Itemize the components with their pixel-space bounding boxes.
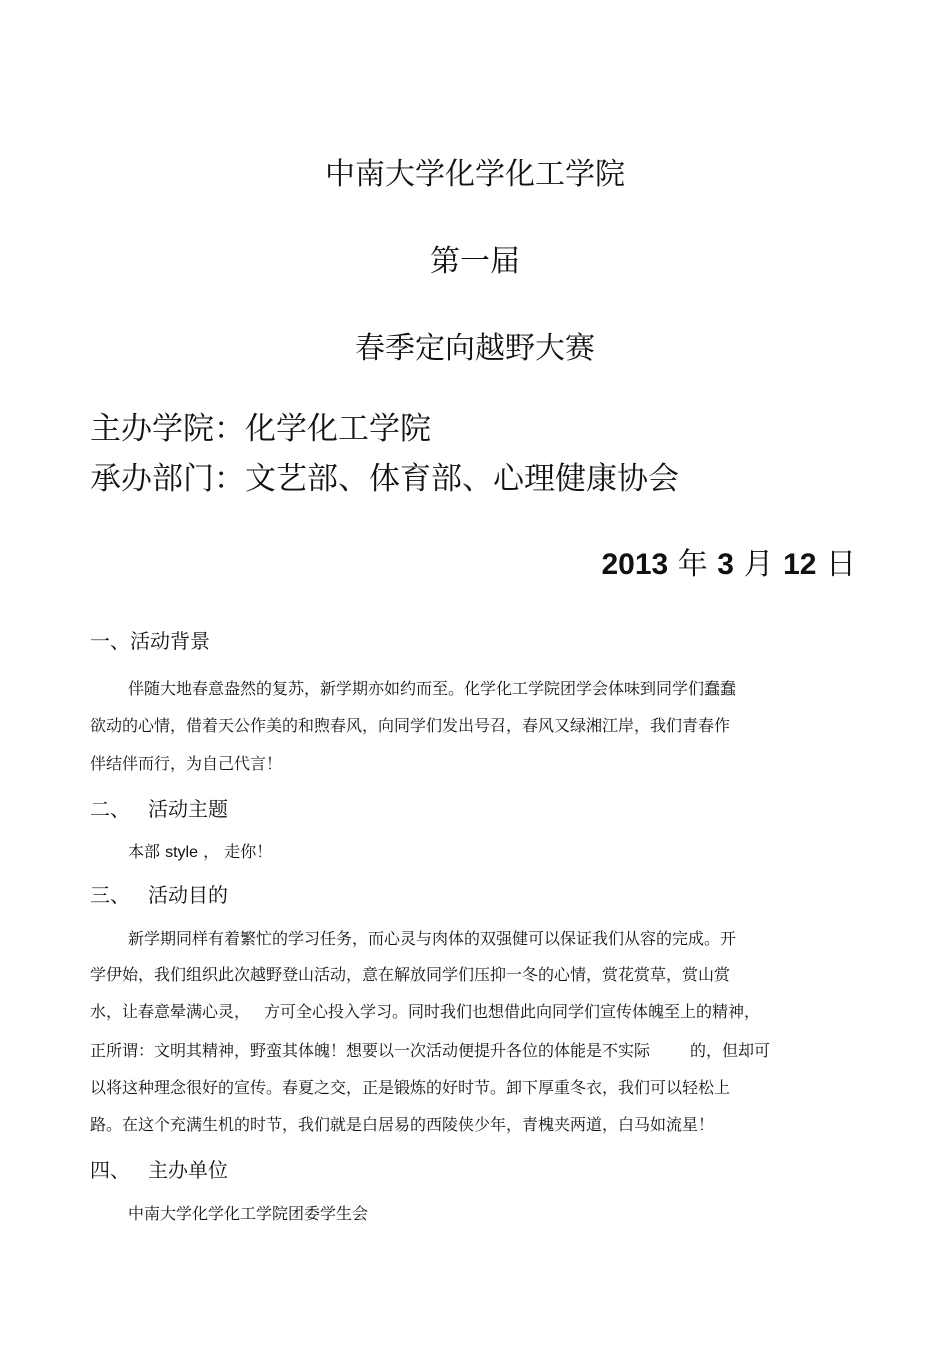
background-line-2: 欲动的心情，借着天公作美的和煦春风，向同学们发出号召，春风又绿湘江岸，我们青春作 (90, 716, 731, 735)
section-host-number: 四、 (90, 1158, 130, 1182)
title-event: 春季定向越野大赛 (355, 331, 595, 366)
theme-slogan-part-1: 本部 (128, 842, 161, 861)
undertaking-departments: 承办部门：文艺部、体育部、心理健康协会 (90, 461, 679, 497)
date-day: 12 (783, 548, 817, 581)
purpose-line-4b: 的，但却可 (690, 1041, 771, 1060)
section-purpose-title: 活动目的 (148, 883, 228, 907)
theme-slogan (128, 840, 272, 865)
date-month: 3 (717, 548, 734, 581)
purpose-line-4a: 正所谓：文明其精神，野蛮其体魄！想要以一次活动便提升各位的体能是不实际 (90, 1041, 651, 1060)
date-year-unit: 年 (677, 547, 708, 582)
background-line-3: 伴结伴而行，为自己代言！ (90, 754, 283, 773)
purpose-line-1: 新学期同样有着繁忙的学习任务，而心灵与肉体的双强健可以保证我们从容的完成。开 (128, 929, 737, 948)
purpose-line-5: 以将这种理念很好的宣传。春夏之交，正是锻炼的好时节。卸下厚重冬衣，我们可以轻松上 (90, 1078, 731, 1097)
purpose-line-3 (90, 1000, 760, 1024)
purpose-line-3a: 水，让春意晕满心灵， (90, 1002, 251, 1021)
purpose-line-4 (90, 1039, 770, 1063)
background-line-1: 伴随大地春意盎然的复苏，新学期亦如约而至。化学化工学院团学会体味到同学们蠢蠢 (128, 679, 737, 698)
section-purpose-heading (90, 881, 228, 909)
host-unit-name: 中南大学化学化工学院团委学生会 (128, 1204, 369, 1223)
date-year: 2013 (601, 548, 669, 581)
section-background-heading: 一、活动背景 (90, 629, 210, 653)
section-purpose-number: 三、 (90, 883, 130, 907)
title-edition: 第一届 (430, 244, 520, 279)
purpose-line-3b: 方可全心投入学习。同时我们也想借此向同学们宣传体魄至上的精神， (264, 1002, 761, 1021)
purpose-line-6: 路。在这个充满生机的时节，我们就是白居易的西陵侠少年，青槐夹两道，白马如流星！ (90, 1115, 715, 1134)
theme-slogan-style: style (165, 844, 199, 861)
title-school: 中南大学化学化工学院 (325, 157, 625, 192)
theme-slogan-part-2: 走你！ (224, 842, 273, 861)
section-theme-number: 二、 (90, 797, 130, 821)
purpose-line-2: 学伊始，我们组织此次越野登山活动，意在解放同学们压抑一冬的心情，赏花赏草，赏山赏 (90, 965, 731, 984)
section-theme-title: 活动主题 (148, 797, 228, 821)
event-date (601, 544, 856, 586)
section-host-heading (90, 1156, 228, 1184)
theme-slogan-comma: ， (203, 842, 220, 861)
section-host-title: 主办单位 (148, 1158, 228, 1182)
date-month-unit: 月 (743, 547, 774, 582)
section-theme-heading (90, 795, 228, 823)
host-college: 主办学院：化学化工学院 (90, 411, 431, 447)
date-day-unit: 日 (826, 547, 856, 582)
